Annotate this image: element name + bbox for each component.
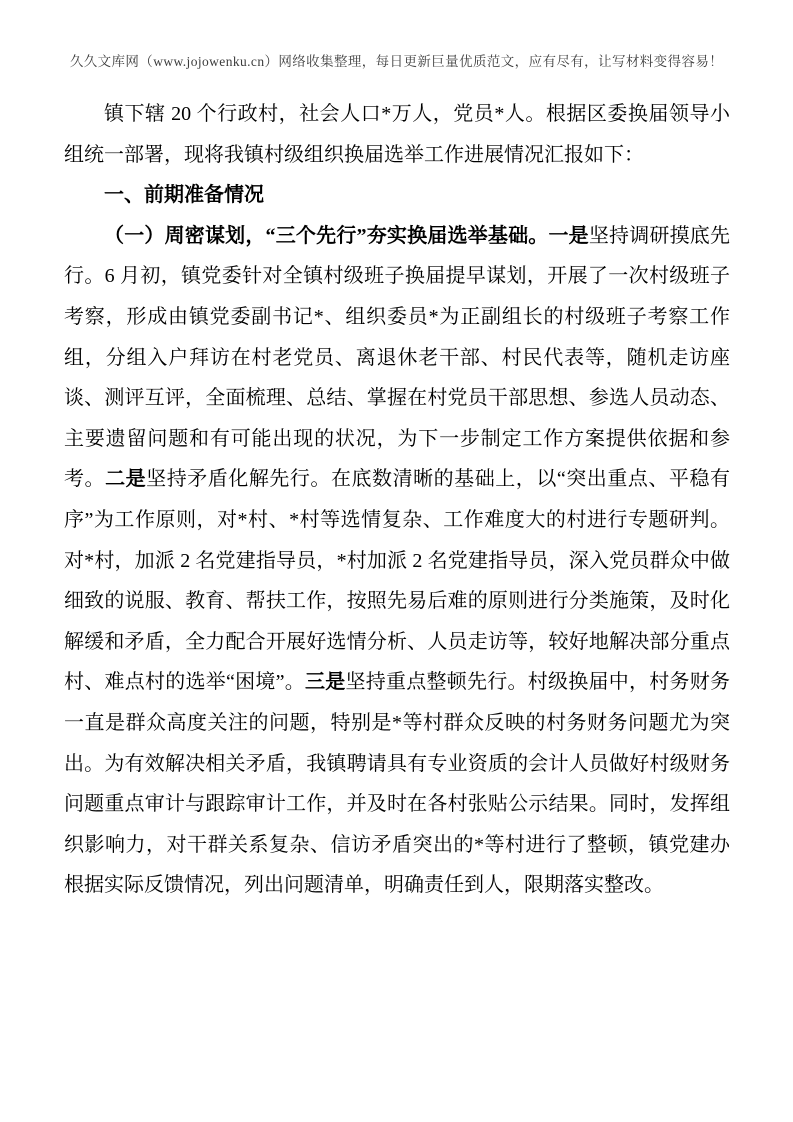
document-body (64, 94, 730, 906)
text-run: 坚持重点整顿先行。村级换届中，村务财务一直是群众高度关注的问题，特别是*等村群众反映的村务财务问题尤为突出。为有效解决相关矛盾，我镇聘请具有专业资质的会计人员做好村级财务问题重点审计与跟踪审计工作，并及时在各村张贴公示结果。同时，发挥组织影响力，对干群关系复杂、信访矛盾突出的*等村进行了整顿，镇党建办根据实际反馈情况，列出问题清单，明确责任到人，限期落实整改。 (64, 671, 730, 897)
text-run-bold: 三是 (305, 671, 346, 694)
header-text: 久久文库网（www.jojowenku.cn）网络收集整理，每日更新巨量优质范文，应有尽有，让写材料变得容易！ (69, 54, 724, 69)
paragraph (64, 94, 730, 175)
section-heading (64, 175, 730, 216)
text-run: 坚持调研摸底先行。6 月初，镇党委针对全镇村级班子换届提早谋划，开展了一次村级班子考察，形成由镇党委副书记*、组织委员*为正副组长的村级班子考察工作组，分组入户拜访在村老党员、离退休老干部、村民代表等，随机走访座谈、测评互评，全面梳理、总结、掌握在村党员干部思想、参选人员动态、主要遗留问题和有可能出现的状况，为下一步制定工作方案提供依据和参考。 (64, 224, 731, 491)
text-run: 镇下辖 20 个行政村，社会人口*万人，党员*人。根据区委换届领导小组统一部署，现将我镇村级组织换届选举工作进展情况汇报如下： (64, 103, 730, 166)
text-run: 坚持矛盾化解先行。在底数清晰的基础上，以“突出重点、平稳有序”为工作原则，对*村、*村等选情复杂、工作难度大的村进行专题研判。对*村，加派 2 名党建指导员，*村加派 2 名党建指导员，深入党员群众中做细致的说服、教育、帮扶工作，按照先易后难的原则进行分类施策，及时化解缓和矛盾，全力配合开展好选情分析、人员走访等，较好地解决部分重点村、难点村的选举“困境”。 (64, 468, 731, 694)
text-run-bold: 一、前期准备情况 (104, 184, 264, 207)
text-run-bold: （一）周密谋划，“三个先行”夯实换届选举基础。一是 (104, 224, 589, 247)
page-header (40, 50, 753, 70)
text-run-bold: 二是 (105, 468, 147, 491)
paragraph (64, 216, 730, 906)
